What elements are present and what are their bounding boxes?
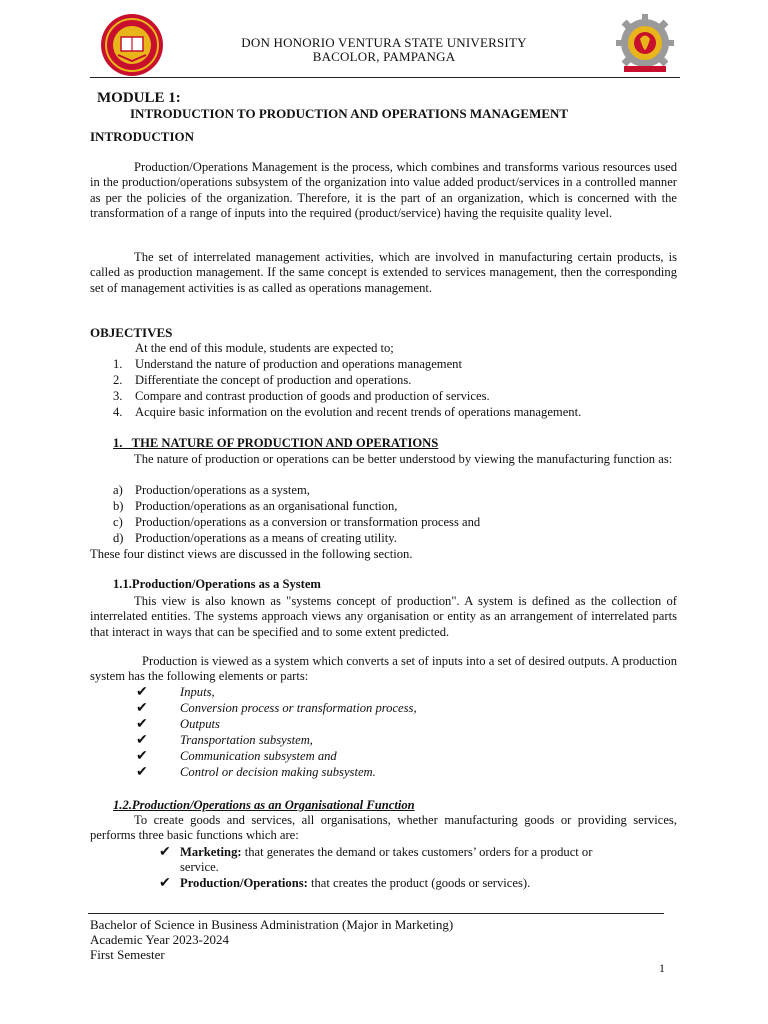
system-element: Outputs [180, 717, 220, 731]
university-seal-logo [100, 13, 164, 77]
view-item: Production/operations as an organisational function, [135, 499, 398, 513]
footer-divider [88, 913, 664, 914]
view-item: Production/operations as a conversion or transformation process and [135, 515, 481, 529]
section-1-2-heading: 1.2.Production/Operations as an Organisational Function [113, 798, 415, 812]
system-element: Inputs, [180, 685, 215, 699]
function-term: Production/Operations: [180, 876, 308, 890]
checkmark-icon: ✔ [159, 876, 171, 891]
view-letter: d) [113, 531, 124, 545]
objective-number: 4. [113, 405, 123, 419]
checkmark-icon: ✔ [136, 701, 148, 716]
university-location: BACOLOR, PAMPANGA [312, 49, 456, 64]
function-item-production [180, 876, 530, 891]
intro-heading: INTRODUCTION [90, 129, 195, 144]
system-element: Control or decision making subsystem. [180, 765, 376, 779]
view-item: Production/operations as a system, [135, 483, 310, 497]
section-1-heading: 1. THE NATURE OF PRODUCTION AND OPERATIONS [113, 436, 439, 450]
footer-program: Bachelor of Science in Business Administration (Major in Marketing) [90, 917, 454, 932]
function-description: that generates the demand or takes customers’ orders for a product or [241, 845, 593, 859]
function-description-continued: service. [180, 860, 219, 874]
university-name: DON HONORIO VENTURA STATE UNIVERSITY [241, 35, 527, 50]
system-element: Transportation subsystem, [180, 733, 313, 747]
objectives-heading: OBJECTIVES [90, 325, 173, 340]
footer-semester: First Semester [90, 947, 165, 962]
objective-number: 3. [113, 389, 123, 403]
view-letter: b) [113, 499, 124, 513]
section-1-1-heading: 1.1.Production/Operations as a System [113, 577, 321, 591]
function-item-marketing [180, 845, 592, 860]
checkmark-icon: ✔ [136, 733, 148, 748]
checkmark-icon: ✔ [136, 765, 148, 780]
function-term: Marketing: [180, 845, 242, 859]
section-1-1-paragraph-1: This view is also known as "systems concept of production". A system is defined as the collection of interrelated entities. The systems approach views any organisation or entity as an arrangement of interrelated parts that interact in ways that can be specified and to some extent predicted. [90, 594, 677, 639]
objectives-lead: At the end of this module, students are expected to; [135, 341, 394, 355]
page-number: 1 [659, 961, 665, 975]
system-element: Conversion process or transformation process, [180, 701, 417, 715]
module-title: INTRODUCTION TO PRODUCTION AND OPERATIONS MANAGEMENT [130, 106, 569, 121]
section-1-1-paragraph-2: Production is viewed as a system which converts a set of inputs into a set of desired outputs. A production system has the following elements or parts: [90, 654, 677, 684]
checkmark-icon: ✔ [136, 685, 148, 700]
checkmark-icon: ✔ [159, 845, 171, 860]
view-letter: a) [113, 483, 123, 497]
view-item: Production/operations as a means of creating utility. [135, 531, 397, 545]
objective-number: 2. [113, 373, 123, 387]
function-description: that creates the product (goods or services). [307, 876, 531, 890]
objective-number: 1. [113, 357, 123, 371]
view-letter: c) [113, 515, 123, 529]
checkmark-icon: ✔ [136, 749, 148, 764]
intro-paragraph-2: The set of interrelated management activities, which are involved in manufacturing certain products, is called as production management. If the same concept is extended to services management, then the corresponding set of management activities is as called as operations management. [90, 250, 677, 295]
section-1-closing: These four distinct views are discussed in the following section. [90, 547, 413, 561]
section-1-2-paragraph: To create goods and services, all organisations, whether manufacturing goods or providing services, performs three basic functions which are: [90, 813, 677, 843]
module-label: MODULE 1: [97, 90, 181, 106]
system-element: Communication subsystem and [180, 749, 337, 763]
intro-paragraph-1: Production/Operations Management is the process, which combines and transforms various resources used in the production/operations subsystem of the organization into value added product/services in a controlled manner as per the policies of the organization. Therefore, it is the part of an organization, which is concerned with the transformation of a range of inputs into the required (product/service) having the requisite quality level. [90, 160, 677, 221]
objective-item: Differentiate the concept of production and operations. [135, 373, 412, 387]
section-1-paragraph: The nature of production or operations can be better understood by viewing the manufacturing function as: [134, 452, 673, 466]
header-divider [90, 77, 680, 78]
checkmark-icon: ✔ [136, 717, 148, 732]
objective-item: Acquire basic information on the evolution and recent trends of operations management. [135, 405, 582, 419]
objective-item: Understand the nature of production and operations management [135, 357, 462, 371]
college-gear-seal-logo [612, 12, 678, 78]
objective-item: Compare and contrast production of goods and production of services. [135, 389, 490, 403]
footer-academic-year: Academic Year 2023-2024 [90, 932, 229, 947]
